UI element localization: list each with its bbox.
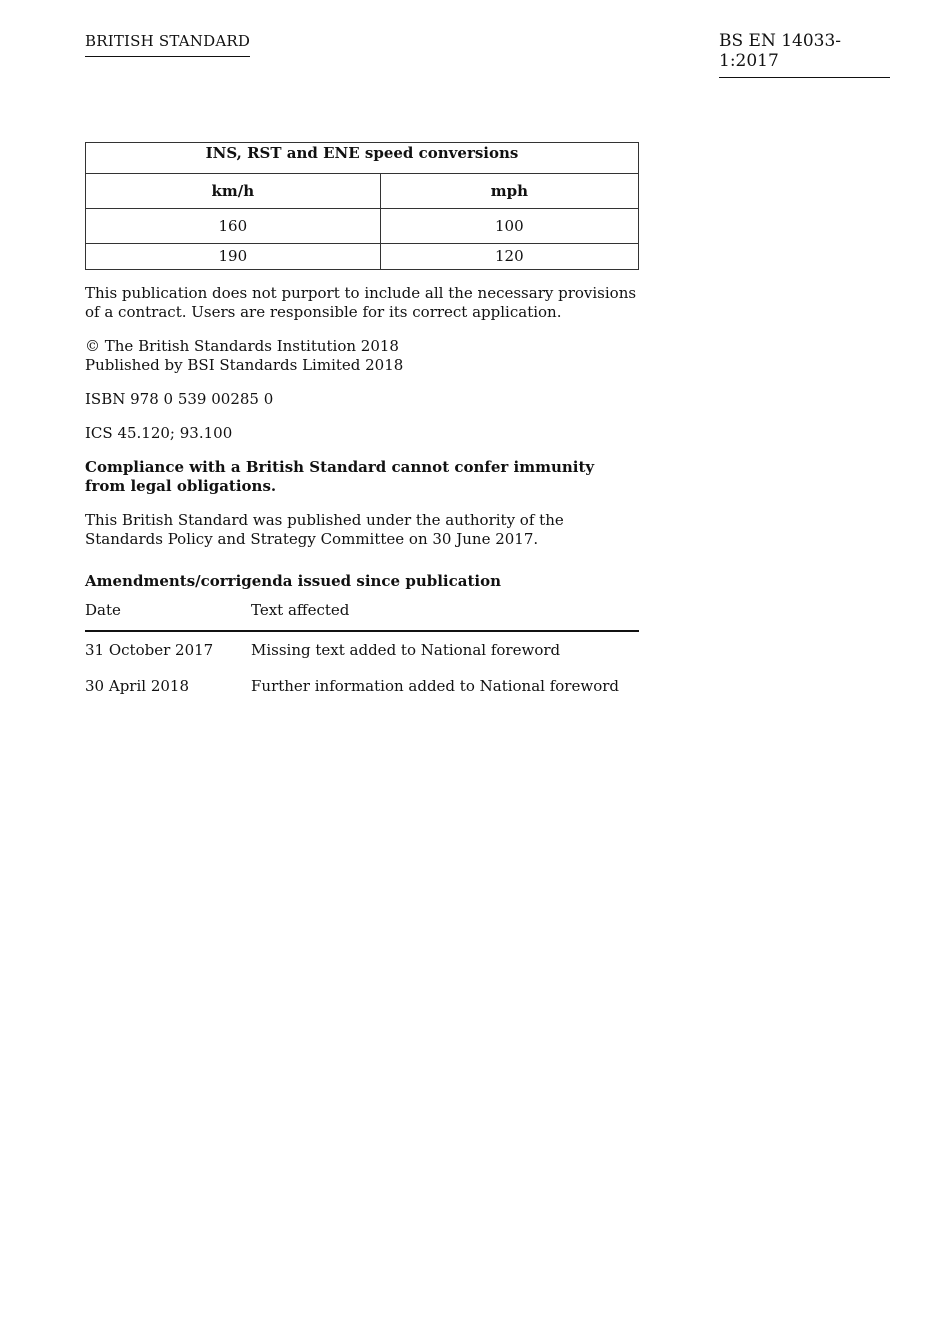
ics-text: ICS 45.120; 93.100 xyxy=(85,424,233,442)
column-header-text-affected: Text affected xyxy=(251,599,639,631)
column-header-mph: mph xyxy=(380,174,638,209)
table-cell: 160 xyxy=(86,209,381,244)
table-cell: 100 xyxy=(380,209,638,244)
column-header-date: Date xyxy=(85,599,251,631)
speed-conversion-table xyxy=(85,142,639,270)
amendment-date: 30 April 2018 xyxy=(85,676,189,695)
column-header-kmh: km/h xyxy=(86,174,381,209)
header-standard-number: BS EN 14033-1:2017 xyxy=(719,31,890,78)
table-caption: INS, RST and ENE speed conversions xyxy=(86,143,639,174)
copyright-line: © The British Standards Institution 2018 xyxy=(85,337,399,355)
table-row xyxy=(85,668,639,704)
table-row xyxy=(86,244,639,270)
publisher-line: Published by BSI Standards Limited 2018 xyxy=(85,356,404,374)
header-standard-type: BRITISH STANDARD xyxy=(85,32,250,57)
disclaimer-text: This publication does not purport to include all the necessary provisions of a contract. Users are responsible for its correct application. xyxy=(85,284,637,321)
table-row xyxy=(86,209,639,244)
amendment-date: 31 October 2017 xyxy=(85,640,214,659)
table-cell: 120 xyxy=(380,244,638,270)
compliance-notice: Compliance with a British Standard cannot confer immunity from legal obligations. xyxy=(85,458,595,495)
authority-text: This British Standard was published under the authority of the Standards Policy and Strategy Committee on 30 June 2017. xyxy=(85,511,564,548)
amendments-table xyxy=(85,599,639,704)
copyright-block xyxy=(85,337,639,375)
table-row xyxy=(85,631,639,668)
table-cell: 190 xyxy=(86,244,381,270)
page-content xyxy=(85,142,639,704)
amendment-text: Further information added to National foreword xyxy=(251,676,619,695)
amendments-heading: Amendments/corrigenda issued since publication xyxy=(85,572,501,590)
isbn-text: ISBN 978 0 539 00285 0 xyxy=(85,390,274,408)
amendment-text: Missing text added to National foreword xyxy=(251,640,561,659)
